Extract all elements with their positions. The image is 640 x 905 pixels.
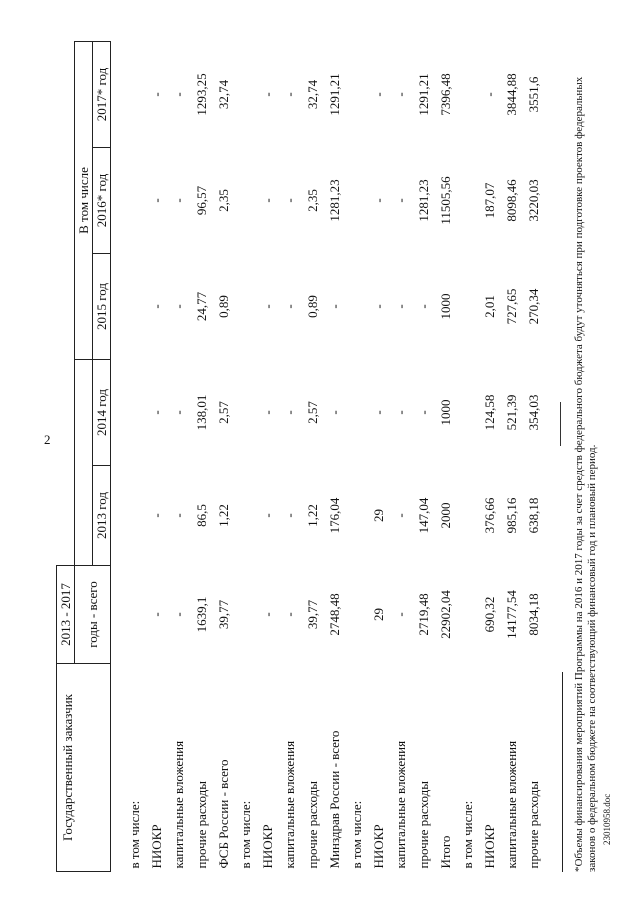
row-label: прочие расходы: [193, 781, 209, 869]
cell-value: 1,22: [215, 504, 231, 527]
cell-total: 1639,1: [193, 596, 209, 633]
cell-value: 0,89: [215, 295, 231, 318]
cell-value: 2,57: [215, 401, 231, 424]
cell-value: -: [171, 304, 187, 309]
cell-value: -: [260, 410, 276, 415]
table-body: [111, 41, 546, 871]
cell-value: -: [260, 513, 276, 518]
cell-value: 2000: [437, 502, 453, 529]
cell-value: 376,66: [482, 497, 498, 534]
cell-value: [235, 254, 257, 360]
cell-value: [235, 41, 257, 147]
document-code: 23010958.doc: [602, 793, 612, 845]
cell-value: [124, 254, 146, 360]
cell-value: -: [371, 410, 387, 415]
row-label: НИОКР: [482, 824, 498, 869]
row-label: прочие расходы: [526, 781, 542, 869]
funding-table: [56, 41, 546, 872]
cell-value: [346, 41, 368, 147]
header-year-2016: 2016* год: [93, 148, 111, 254]
cell-value: 96,57: [193, 185, 209, 216]
table-row: [257, 41, 279, 871]
cell-total: 14177,54: [504, 590, 520, 639]
cell-value: [346, 254, 368, 360]
cell-total: 39,77: [304, 599, 320, 630]
cell-value: 1293,25: [193, 73, 209, 116]
cell-value: 1000: [437, 293, 453, 320]
cell-value: [346, 360, 368, 466]
table-spacer: [111, 41, 125, 871]
cell-value: -: [282, 410, 298, 415]
cell-value: 727,65: [504, 288, 520, 325]
header-year-2014: 2014 год: [93, 360, 111, 466]
cell-value: 3551,6: [526, 76, 542, 113]
header-year-2013: 2013 год: [93, 466, 111, 566]
cell-value: 354,03: [526, 394, 542, 431]
cell-value: -: [149, 513, 165, 518]
header-year-2015: 2015 год: [93, 254, 111, 360]
table-row: [457, 41, 479, 871]
header-blank: [57, 41, 75, 565]
cell-value: -: [171, 198, 187, 203]
cell-value: -: [482, 92, 498, 97]
cell-value: -: [282, 92, 298, 97]
cell-value: [457, 148, 479, 254]
cell-value: -: [326, 410, 342, 415]
cell-value: -: [171, 92, 187, 97]
cell-total: [346, 566, 368, 664]
cell-value: 1,22: [304, 504, 320, 527]
row-label: НИОКР: [149, 824, 165, 869]
cell-value: [346, 148, 368, 254]
cell-value: -: [149, 92, 165, 97]
cell-value: 270,34: [526, 288, 542, 325]
cell-value: 2,57: [304, 401, 320, 424]
cell-total: 29: [371, 608, 387, 621]
cell-value: 8098,46: [504, 179, 520, 222]
cell-value: [124, 41, 146, 147]
row-label: капитальные вложения: [504, 740, 520, 869]
header-gap: [75, 360, 93, 566]
cell-value: -: [171, 513, 187, 518]
cell-value: 1000: [437, 399, 453, 426]
cell-total: 2719,48: [415, 593, 431, 636]
cell-value: 2,01: [482, 295, 498, 318]
row-label: НИОКР: [260, 824, 276, 869]
table-row: [124, 41, 146, 871]
table-row: [412, 41, 434, 871]
row-label: капитальные вложения: [171, 740, 187, 869]
cell-total: -: [260, 612, 276, 617]
cell-value: -: [393, 410, 409, 415]
header-including: В том числе: [75, 41, 93, 359]
cell-value: -: [371, 92, 387, 97]
header-total-label: годы - всего: [75, 566, 111, 664]
cell-value: -: [260, 92, 276, 97]
cell-value: 2,35: [215, 189, 231, 212]
cell-total: 22902,04: [437, 590, 453, 639]
table-row: [368, 41, 390, 871]
cell-total: 39,77: [215, 599, 231, 630]
cell-total: -: [149, 612, 165, 617]
cell-value: -: [371, 198, 387, 203]
table-row: [213, 41, 235, 871]
row-label: в том числе:: [127, 800, 143, 869]
cell-total: [235, 566, 257, 664]
cell-value: -: [415, 304, 431, 309]
cell-value: -: [282, 198, 298, 203]
table-row: [191, 41, 213, 871]
cell-total: -: [393, 612, 409, 617]
cell-value: 11505,56: [437, 176, 453, 225]
row-label: в том числе:: [348, 800, 364, 869]
cell-value: 1291,21: [326, 73, 342, 116]
table-row: [302, 41, 324, 871]
row-label: Минздрав России - всего: [326, 730, 342, 869]
cell-value: 521,39: [504, 394, 520, 431]
table-row: [390, 41, 412, 871]
cell-value: 1281,23: [326, 179, 342, 222]
cell-value: 2,35: [304, 189, 320, 212]
cell-value: 176,04: [326, 497, 342, 534]
row-label: прочие расходы: [415, 781, 431, 869]
table-row: [346, 41, 368, 871]
cell-value: -: [260, 198, 276, 203]
table-row: [235, 41, 257, 871]
cell-value: [457, 360, 479, 466]
cell-value: 32,74: [304, 79, 320, 110]
cell-value: -: [282, 304, 298, 309]
cell-value: 29: [371, 509, 387, 522]
table-row: [435, 41, 457, 871]
cell-value: 86,5: [193, 504, 209, 527]
cell-value: -: [371, 304, 387, 309]
table-row: [279, 41, 301, 871]
page-separator-line: [560, 402, 561, 446]
row-label: ФСБ России - всего: [215, 759, 231, 869]
footnote: *Объемы финансирования мероприятий Программы на 2016 и 2017 годы за счет средств федерального бюджета будут уточняться при подготовке проектов федеральных законов о федеральном бюджете на соответствующий финансовый год и плановый период.: [572, 76, 599, 872]
cell-value: 32,74: [215, 79, 231, 110]
cell-value: 1291,21: [415, 73, 431, 116]
cell-value: [457, 41, 479, 147]
cell-value: [346, 466, 368, 566]
cell-value: 7396,48: [437, 73, 453, 116]
row-label: капитальные вложения: [282, 740, 298, 869]
header-total-years: 2013 - 2017: [57, 566, 75, 664]
cell-value: -: [260, 304, 276, 309]
cell-value: 24,77: [193, 291, 209, 322]
row-label: прочие расходы: [304, 781, 320, 869]
cell-total: -: [171, 612, 187, 617]
row-label: капитальные вложения: [393, 740, 409, 869]
cell-value: [124, 148, 146, 254]
cell-value: -: [326, 304, 342, 309]
cell-value: 147,04: [415, 497, 431, 534]
header-year-2017: 2017* год: [93, 41, 111, 147]
cell-total: [124, 566, 146, 664]
cell-value: -: [393, 304, 409, 309]
cell-value: -: [149, 198, 165, 203]
table-row: [146, 41, 168, 871]
cell-value: 985,16: [504, 497, 520, 534]
cell-value: -: [393, 92, 409, 97]
cell-total: [457, 566, 479, 664]
table-row: [501, 41, 523, 871]
cell-value: 138,01: [193, 394, 209, 431]
cell-total: 8034,18: [526, 593, 542, 636]
cell-value: [457, 254, 479, 360]
table-row: [479, 41, 501, 871]
cell-value: -: [393, 198, 409, 203]
cell-value: 0,89: [304, 295, 320, 318]
cell-total: 690,32: [482, 596, 498, 633]
cell-value: -: [282, 513, 298, 518]
row-label: в том числе:: [459, 800, 475, 869]
page-number: 2: [44, 432, 51, 447]
cell-total: 2748,48: [326, 593, 342, 636]
cell-value: -: [393, 513, 409, 518]
header-customer: Государственный заказчик: [57, 664, 111, 872]
footnote-rule: [562, 672, 563, 872]
cell-value: 3844,88: [504, 73, 520, 116]
cell-value: -: [149, 410, 165, 415]
cell-value: 1281,23: [415, 179, 431, 222]
cell-value: -: [171, 410, 187, 415]
rotated-page-content: [56, 42, 599, 872]
cell-value: [124, 360, 146, 466]
cell-value: 124,58: [482, 394, 498, 431]
cell-value: -: [149, 304, 165, 309]
table-row: [324, 41, 346, 871]
cell-value: 3220,03: [526, 179, 542, 222]
row-label: в том числе:: [238, 800, 254, 869]
cell-value: [124, 466, 146, 566]
cell-value: [457, 466, 479, 566]
cell-value: [235, 466, 257, 566]
cell-value: [235, 360, 257, 466]
row-label: Итого: [437, 835, 453, 869]
cell-value: 638,18: [526, 497, 542, 534]
cell-value: -: [415, 410, 431, 415]
cell-value: 187,07: [482, 182, 498, 219]
cell-value: [235, 148, 257, 254]
table-row: [523, 41, 545, 871]
table-row: [168, 41, 190, 871]
row-label: НИОКР: [371, 824, 387, 869]
cell-total: -: [282, 612, 298, 617]
